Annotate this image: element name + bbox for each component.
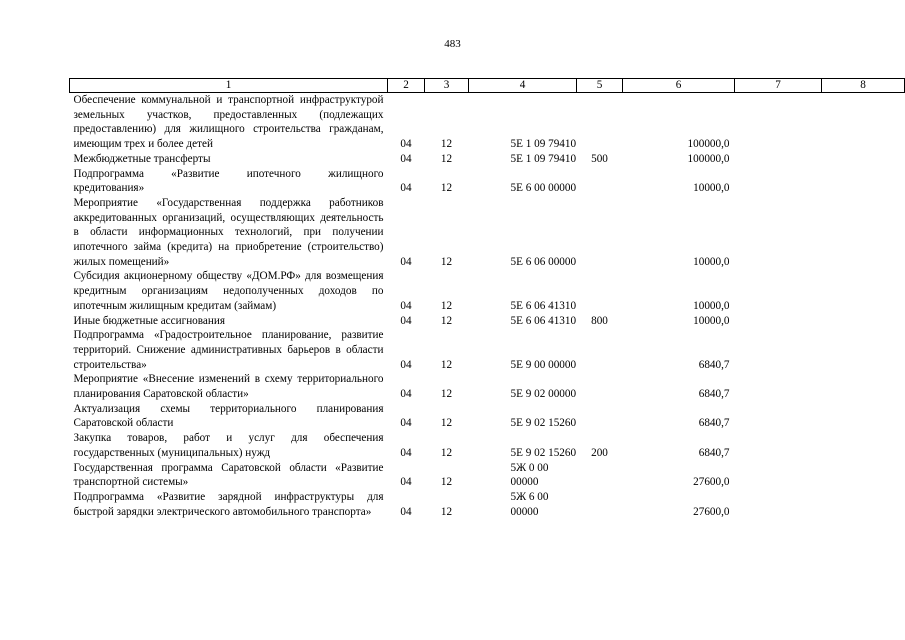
target-article-code-cell: 5Е 1 09 79410: [510, 152, 577, 165]
column-header: 2: [388, 79, 425, 93]
target-article-code-cell: 5Е 6 06 41310: [510, 299, 577, 312]
target-article-code-cell: 5Е 9 02 15260: [510, 446, 577, 459]
target-article-code-cell: 5Е 9 00 00000: [510, 358, 577, 371]
table-row: [70, 269, 905, 313]
table-header-row: [70, 79, 905, 93]
target-article-code-cell: 5Е 6 06 00000: [510, 255, 577, 268]
column-header: 7: [735, 79, 822, 93]
column-7-cell: [735, 402, 822, 431]
amount-cell: 27600,0: [693, 476, 730, 489]
column-8-cell: [822, 402, 905, 431]
section-code-cell: 04: [400, 505, 412, 518]
amount-cell: 6840,7: [698, 446, 730, 459]
subsection-code-cell: 12: [440, 388, 453, 401]
column-header: 8: [822, 79, 905, 93]
column-7-cell: [735, 167, 822, 196]
table-row: [70, 431, 905, 460]
row-name-cell: Закупка товаров, работ и услуг для обеспечения государственных (муниципальных) нужд: [73, 432, 384, 459]
column-8-cell: [822, 431, 905, 460]
column-8-cell: [822, 372, 905, 401]
row-name-cell: Обеспечение коммунальной и транспортной инфраструктурой земельных участков, предоставленных (подлежащих предоставлению) для жилищного строительства гражданам, имеющим трех и более детей: [73, 94, 384, 151]
amount-cell: 6840,7: [698, 388, 730, 401]
table-row: [70, 314, 905, 329]
section-code-cell: 04: [400, 138, 412, 151]
subsection-code-cell: 12: [440, 476, 453, 489]
table-row: [70, 461, 905, 490]
subsection-code-cell: 12: [440, 255, 453, 268]
section-code-cell: 04: [400, 182, 412, 195]
subsection-code-cell: 12: [440, 299, 453, 312]
target-article-code-cell: 5Е 6 00 00000: [510, 182, 577, 195]
amount-cell: 6840,7: [698, 358, 730, 371]
column-header: 5: [577, 79, 623, 93]
section-code-cell: 04: [400, 417, 412, 430]
budget-table: [69, 78, 905, 519]
expense-type-code-cell: [577, 167, 623, 196]
column-8-cell: [822, 269, 905, 313]
subsection-code-cell: 12: [440, 417, 453, 430]
row-name-cell: Подпрограмма «Развитие ипотечного жилищного кредитования»: [73, 167, 384, 195]
expense-type-code-cell: [577, 372, 623, 401]
subsection-code-cell: 12: [440, 152, 453, 165]
page-number: 483: [444, 38, 461, 50]
table-row: [70, 490, 905, 519]
column-8-cell: [822, 167, 905, 196]
target-article-code-cell: 5Ж 0 00 00000: [510, 461, 549, 489]
column-7-cell: [735, 196, 822, 270]
column-header: 4: [469, 79, 577, 93]
row-name-cell: Государственная программа Саратовской области «Развитие транспортной системы»: [73, 461, 384, 489]
column-7-cell: [735, 372, 822, 401]
expense-type-code-cell: 200: [591, 446, 608, 459]
subsection-code-cell: 12: [440, 182, 453, 195]
column-7-cell: [735, 93, 822, 152]
row-name-cell: Подпрограмма «Развитие зарядной инфраструктуры для быстрой зарядки электрического автомобильного транспорта»: [73, 490, 384, 518]
expense-type-code-cell: 800: [591, 314, 608, 327]
column-header: 3: [425, 79, 469, 93]
amount-cell: 100000,0: [687, 138, 730, 151]
expense-type-code-cell: [577, 490, 623, 519]
table-row: [70, 328, 905, 372]
amount-cell: 27600,0: [693, 505, 730, 518]
amount-cell: 10000,0: [693, 299, 730, 312]
column-8-cell: [822, 328, 905, 372]
target-article-code-cell: 5Е 6 06 41310: [510, 314, 577, 327]
table-row: [70, 93, 905, 152]
column-7-cell: [735, 431, 822, 460]
column-header: 1: [70, 79, 388, 93]
row-name-cell: Иные бюджетные ассигнования: [73, 314, 225, 327]
amount-cell: 10000,0: [693, 255, 730, 268]
section-code-cell: 04: [400, 358, 412, 371]
subsection-code-cell: 12: [440, 358, 453, 371]
subsection-code-cell: 12: [440, 314, 453, 327]
row-name-cell: Субсидия акционерному обществу «ДОМ.РФ» для возмещения кредитным организациям недополученных доходов по ипотечным жилищным кредитам (займам): [73, 270, 384, 312]
table-row: [70, 196, 905, 270]
section-code-cell: 04: [400, 152, 412, 165]
row-name-cell: Мероприятие «Государственная поддержка работников аккредитованных организаций, осуществляющих деятельность в области информационных технологий, при получении ипотечного займа (кредита) на приобретение (строительство) жилых помещений»: [73, 196, 384, 268]
expense-type-code-cell: 500: [591, 152, 608, 165]
column-7-cell: [735, 314, 822, 329]
column-8-cell: [822, 490, 905, 519]
table-row: [70, 372, 905, 401]
section-code-cell: 04: [400, 476, 412, 489]
column-header: 6: [623, 79, 735, 93]
table-row: [70, 402, 905, 431]
amount-cell: 10000,0: [693, 314, 730, 327]
column-7-cell: [735, 461, 822, 490]
target-article-code-cell: 5Ж 6 00 00000: [510, 490, 549, 518]
amount-cell: 100000,0: [687, 152, 730, 165]
target-article-code-cell: 5Е 1 09 79410: [510, 138, 577, 151]
expense-type-code-cell: [577, 328, 623, 372]
column-7-cell: [735, 490, 822, 519]
section-code-cell: 04: [400, 299, 412, 312]
row-name-cell: Подпрограмма «Градостроительное планирование, развитие территорий. Снижение административных барьеров в области строительства»: [73, 329, 384, 371]
expense-type-code-cell: [577, 269, 623, 313]
amount-cell: 10000,0: [693, 182, 730, 195]
expense-type-code-cell: [577, 93, 623, 152]
expense-type-code-cell: [577, 402, 623, 431]
row-name-cell: Актуализация схемы территориального планирования Саратовской области: [73, 402, 384, 430]
table-row: [70, 152, 905, 167]
subsection-code-cell: 12: [440, 505, 453, 518]
section-code-cell: 04: [400, 314, 412, 327]
column-8-cell: [822, 152, 905, 167]
subsection-code-cell: 12: [440, 446, 453, 459]
column-7-cell: [735, 269, 822, 313]
target-article-code-cell: 5Е 9 02 00000: [510, 388, 577, 401]
section-code-cell: 04: [400, 255, 412, 268]
column-8-cell: [822, 93, 905, 152]
row-name-cell: Межбюджетные трансферты: [73, 152, 211, 165]
column-8-cell: [822, 196, 905, 270]
column-7-cell: [735, 152, 822, 167]
row-name-cell: Мероприятие «Внесение изменений в схему территориального планирования Саратовской области»: [73, 373, 384, 401]
column-8-cell: [822, 461, 905, 490]
expense-type-code-cell: [577, 196, 623, 270]
section-code-cell: 04: [400, 388, 412, 401]
expense-type-code-cell: [577, 461, 623, 490]
amount-cell: 6840,7: [698, 417, 730, 430]
column-7-cell: [735, 328, 822, 372]
table-row: [70, 167, 905, 196]
subsection-code-cell: 12: [440, 138, 453, 151]
section-code-cell: 04: [400, 446, 412, 459]
target-article-code-cell: 5Е 9 02 15260: [510, 417, 577, 430]
column-8-cell: [822, 314, 905, 329]
